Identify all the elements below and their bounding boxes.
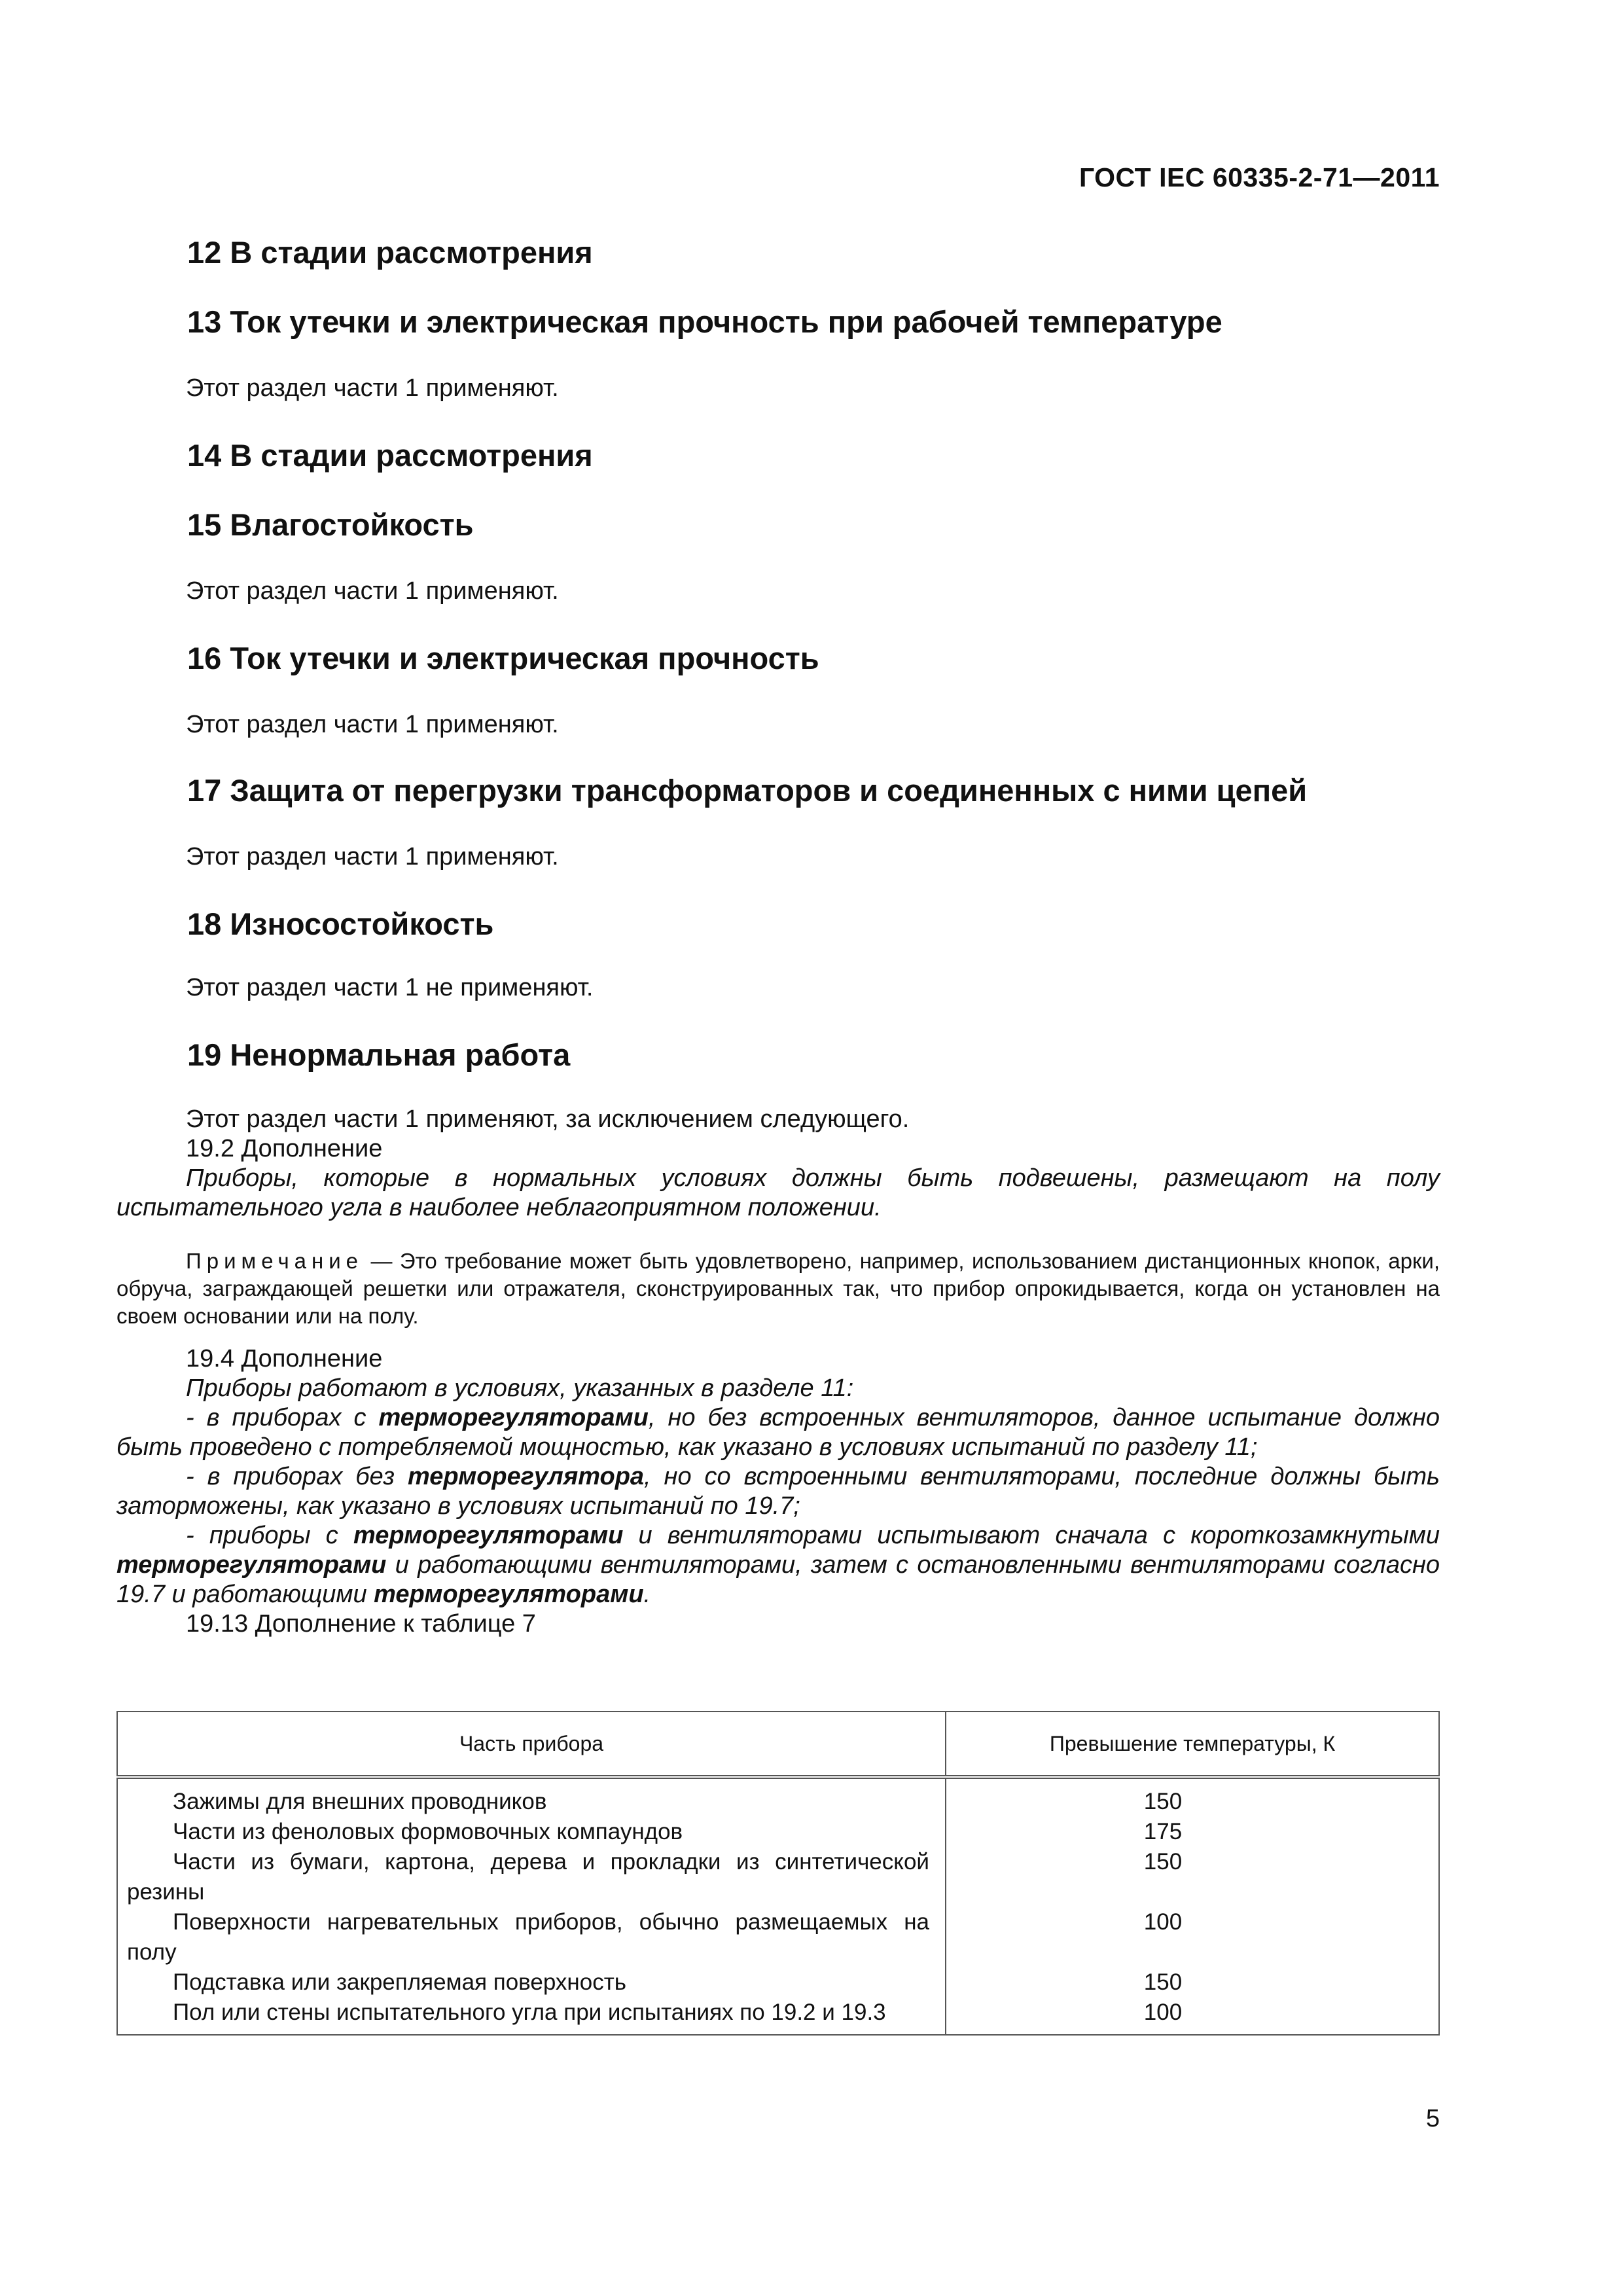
clause-19-2-title: 19.2 Дополнение bbox=[186, 1135, 383, 1162]
bullet-1 bbox=[116, 1403, 1440, 1462]
clause-19-4-intro: Приборы работают в условиях, указанных в разделе 11: bbox=[186, 1374, 854, 1402]
table-row bbox=[117, 1817, 1439, 1847]
section-13-text: Этот раздел части 1 применяют. bbox=[186, 374, 559, 402]
section-19-body bbox=[116, 1105, 1440, 1223]
table-cell-value: 150 bbox=[946, 1847, 1439, 1907]
section-15-text: Этот раздел части 1 применяют. bbox=[186, 577, 559, 605]
bullet-3-text-a: - приборы с bbox=[186, 1522, 353, 1549]
document-header: ГОСТ IEC 60335-2-71—2011 bbox=[1079, 162, 1440, 192]
column-header-part: Часть прибора bbox=[117, 1712, 946, 1777]
section-16-heading: 16 Ток утечки и электрическая прочность bbox=[187, 641, 819, 675]
section-19-text: Этот раздел части 1 применяют, за исключением следующего. bbox=[186, 1105, 910, 1133]
table-cell-value: 150 bbox=[946, 1967, 1439, 1998]
table-cell-value: 175 bbox=[946, 1817, 1439, 1847]
term-thermostats: терморегуляторами bbox=[378, 1404, 649, 1431]
section-14-heading: 14 В стадии рассмотрения bbox=[187, 438, 593, 473]
bullet-3 bbox=[116, 1521, 1440, 1609]
temperature-rise-table bbox=[116, 1711, 1440, 2036]
table-cell-part: Части из бумаги, картона, дерева и прокладки из синтетической резины bbox=[117, 1847, 946, 1907]
term-thermostats: терморегуляторами bbox=[353, 1522, 624, 1549]
section-18-text: Этот раздел части 1 не применяют. bbox=[186, 974, 594, 1001]
table-cell-value: 100 bbox=[946, 1998, 1439, 2035]
table-cell-value: 150 bbox=[946, 1777, 1439, 1817]
table-cell-part: Пол или стены испытательного угла при испытаниях по 19.2 и 19.3 bbox=[117, 1998, 946, 2035]
table-cell-part: Поверхности нагревательных приборов, обычно размещаемых на полу bbox=[117, 1907, 946, 1967]
term-thermostats: терморегуляторами bbox=[116, 1551, 387, 1579]
bullet-3-text-c: и работающими вентиляторами, затем с остановленными вентиляторами согласно 19.7 и работающими bbox=[116, 1551, 1440, 1608]
section-16-text: Этот раздел части 1 применяют. bbox=[186, 711, 559, 738]
bullet-2-text-b: , но со встроенными вентиляторами, последние должны быть заторможены, как указано в условиях испытаний по 19.7; bbox=[116, 1463, 1440, 1520]
section-13-heading: 13 Ток утечки и электрическая прочность при рабочей температуре bbox=[187, 304, 1222, 339]
table-row bbox=[117, 1777, 1439, 1817]
table-row bbox=[117, 1998, 1439, 2035]
table-cell-value: 100 bbox=[946, 1907, 1439, 1967]
clause-19-4-title: 19.4 Дополнение bbox=[186, 1345, 383, 1372]
table-cell-part: Подставка или закрепляемая поверхность bbox=[117, 1967, 946, 1998]
bullet-1-text-b: , но без встроенных вентиляторов, данное испытание должно быть проведено с потребляемой мощностью, как указано в условиях испытаний по разделу 11; bbox=[116, 1404, 1440, 1461]
section-17-text: Этот раздел части 1 применяют. bbox=[186, 843, 559, 870]
section-12-heading: 12 В стадии рассмотрения bbox=[187, 235, 593, 270]
table-row bbox=[117, 1907, 1439, 1967]
page-number: 5 bbox=[1425, 2105, 1440, 2132]
clause-19-4-block bbox=[116, 1344, 1440, 1639]
bullet-3-text-b: и вентиляторами испытывают сначала с короткозамкнутыми bbox=[623, 1522, 1440, 1549]
term-thermostats: терморегуляторами bbox=[374, 1581, 644, 1608]
section-18-heading: 18 Износостойкость bbox=[187, 906, 494, 941]
note-label: Примечание bbox=[186, 1249, 364, 1273]
clause-19-13-title: 19.13 Дополнение к таблице 7 bbox=[186, 1610, 536, 1638]
bullet-2-text-a: - в приборах без bbox=[186, 1463, 408, 1490]
bullet-1-text-a: - в приборах с bbox=[186, 1404, 379, 1431]
section-19-heading: 19 Ненормальная работа bbox=[187, 1037, 571, 1072]
section-15-heading: 15 Влагостойкость bbox=[187, 507, 474, 542]
term-thermostat: терморегулятора bbox=[407, 1463, 645, 1490]
bullet-3-text-d: . bbox=[643, 1581, 651, 1608]
clause-19-2-text: Приборы, которые в нормальных условиях должны быть подвешены, размещают на полу испытательного угла в наиболее неблагоприятном положении. bbox=[116, 1164, 1440, 1221]
bullet-2 bbox=[116, 1462, 1440, 1521]
note-text: — Это требование может быть удовлетворено, например, использованием дистанционных кнопок, арки, обруча, заграждающей решетки или отражателя, сконструированных так, что прибор опрокидывается, когда он установлен на своем основании или на полу. bbox=[116, 1249, 1440, 1328]
table-row bbox=[117, 1967, 1439, 1998]
table-header-row bbox=[117, 1712, 1439, 1777]
table-row bbox=[117, 1847, 1439, 1907]
note-paragraph bbox=[116, 1247, 1440, 1330]
table-cell-part: Части из феноловых формовочных компаундов bbox=[117, 1817, 946, 1847]
table-cell-part: Зажимы для внешних проводников bbox=[117, 1777, 946, 1817]
section-17-heading: 17 Защита от перегрузки трансформаторов и соединенных с ними цепей bbox=[187, 773, 1308, 808]
column-header-temperature-rise: Превышение температуры, К bbox=[946, 1712, 1439, 1777]
